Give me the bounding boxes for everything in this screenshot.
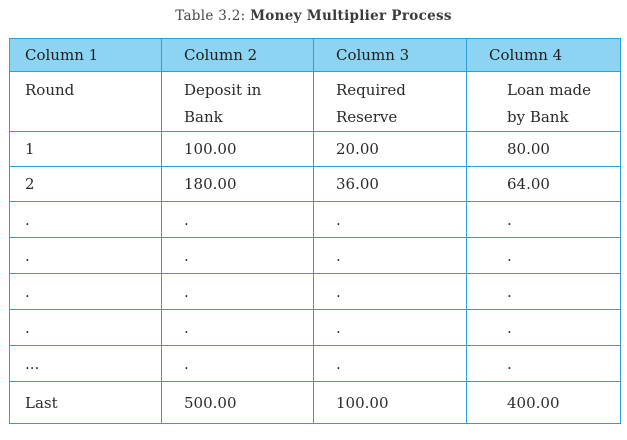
cell-deposit: . [162,310,314,346]
cell-deposit: . [162,202,314,238]
cell-deposit: . [162,274,314,310]
cell-loan: . [467,202,621,238]
subheader-round [10,72,162,132]
cell-reserve: . [314,310,467,346]
cell-reserve: 20.00 [314,132,467,167]
table-row [10,382,621,424]
subheader-reserve-line1: Required [336,81,406,99]
table-row [10,202,621,238]
subheader-deposit [162,72,314,132]
money-multiplier-table [9,38,621,424]
subheader-row [10,72,621,132]
cell-reserve: . [314,238,467,274]
cell-loan: . [467,346,621,382]
cell-round: ... [10,346,162,382]
cell-round: . [10,310,162,346]
cell-round: . [10,238,162,274]
cell-round: . [10,274,162,310]
subheader-deposit-line2: Bank [184,108,223,126]
cell-reserve: . [314,346,467,382]
caption-title: Money Multiplier Process [250,8,452,24]
cell-loan: . [467,238,621,274]
caption-prefix: Table 3.2: [175,8,251,24]
cell-reserve: 36.00 [314,167,467,202]
table-row [10,167,621,202]
cell-round: . [10,202,162,238]
table-row [10,132,621,167]
subheader-loan-line1: Loan made [507,81,592,99]
cell-deposit: 180.00 [162,167,314,202]
cell-loan: . [467,310,621,346]
cell-deposit: . [162,238,314,274]
cell-round: 1 [10,132,162,167]
subheader-loan [467,72,621,132]
cell-loan: 400.00 [467,382,621,424]
table-caption [0,8,627,24]
cell-deposit: . [162,346,314,382]
cell-round: Last [10,382,162,424]
cell-reserve: 100.00 [314,382,467,424]
column-header-4: Column 4 [467,39,621,72]
cell-loan: 64.00 [467,167,621,202]
table-row [10,310,621,346]
cell-loan: 80.00 [467,132,621,167]
table-row [10,274,621,310]
subheader-round-line1: Round [25,81,75,99]
subheader-deposit-line1: Deposit in [184,81,262,99]
cell-round: 2 [10,167,162,202]
cell-loan: . [467,274,621,310]
subheader-reserve-line2: Reserve [336,108,398,126]
table-row [10,346,621,382]
cell-reserve: . [314,274,467,310]
column-header-3: Column 3 [314,39,467,72]
cell-deposit: 500.00 [162,382,314,424]
column-header-row [10,39,621,72]
cell-reserve: . [314,202,467,238]
column-header-2: Column 2 [162,39,314,72]
cell-deposit: 100.00 [162,132,314,167]
subheader-loan-line2: by Bank [507,108,569,126]
column-header-1: Column 1 [10,39,162,72]
table-row [10,238,621,274]
subheader-reserve [314,72,467,132]
